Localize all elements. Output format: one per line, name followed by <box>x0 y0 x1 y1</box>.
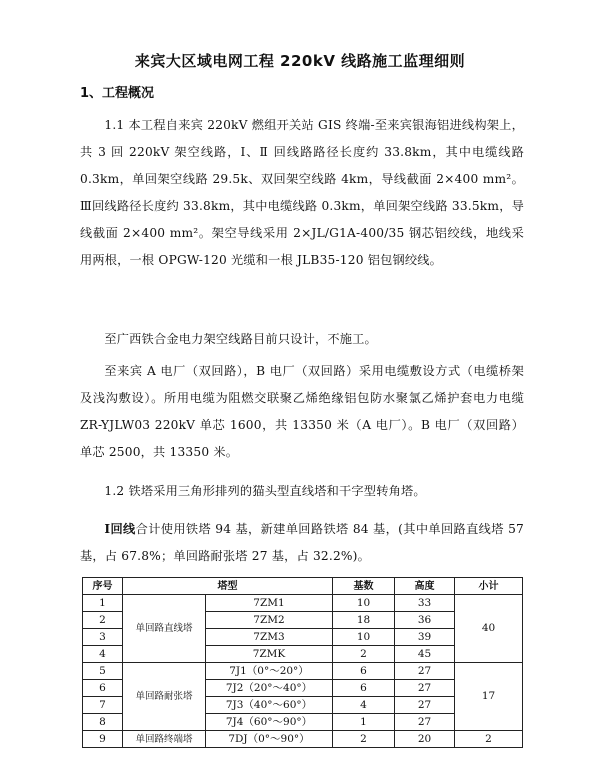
cell-height: 27 <box>395 663 455 680</box>
table-header-row <box>83 578 523 595</box>
cell-no: 4 <box>83 646 123 663</box>
cell-no: 9 <box>83 731 123 748</box>
group-subtotal: 17 <box>455 663 523 731</box>
cell-type: 7ZM3 <box>206 629 333 646</box>
line1-label: Ⅰ回线 <box>104 522 136 536</box>
cell-type: 7DJ（0°～90°） <box>206 731 333 748</box>
cell-count: 1 <box>333 714 395 731</box>
table-row <box>83 595 523 612</box>
cell-type: 7ZM2 <box>206 612 333 629</box>
paragraph-tower-types: 1.2 铁塔采用三角形排列的猫头型直线塔和干字型转角塔。 <box>104 484 426 498</box>
header-count: 基数 <box>333 578 395 595</box>
cell-count: 6 <box>333 663 395 680</box>
header-type: 塔型 <box>123 578 333 595</box>
header-height: 高度 <box>395 578 455 595</box>
cell-no: 6 <box>83 680 123 697</box>
group-name: 单回路直线塔 <box>123 595 206 663</box>
section-heading: 1、工程概况 <box>80 86 155 101</box>
header-no: 序号 <box>83 578 123 595</box>
cell-no: 5 <box>83 663 123 680</box>
cell-type: 7J2（20°～40°） <box>206 680 333 697</box>
paragraph-project-overview: 1.1 本工程自来宾 220kV 燃组开关站 GIS 终端-至来宾银海铝进线构架上，共 3 回 220kV 架空线路，Ⅰ、Ⅱ 回线路路径长度约 33.8km，其中电缆线路 0.3km，单回架空线路 29.5k、双回架空线路 4km，导线截面 2×400 mm²。Ⅲ回线路径长度约 33.8km，其中电缆线路 0.3km，单回架空线路 33.5km，导线截面 2×400 mm²。架空导线采用 2×JL/G1A-400/35 钢芯铝绞线，地线采用两根，一根 OPGW-120 光缆和一根 JLB35-120 铝包钢绞线。 <box>80 118 524 267</box>
cell-type: 7J3（40°～60°） <box>206 697 333 714</box>
cell-count: 4 <box>333 697 395 714</box>
cell-no: 2 <box>83 612 123 629</box>
cell-height: 27 <box>395 697 455 714</box>
document-title: 来宾大区域电网工程 220kV 线路施工监理细则 <box>134 52 466 70</box>
cell-no: 3 <box>83 629 123 646</box>
cell-count: 18 <box>333 612 395 629</box>
group-subtotal: 2 <box>455 731 523 748</box>
cell-no: 8 <box>83 714 123 731</box>
cell-count: 2 <box>333 731 395 748</box>
paragraph-line1-towers <box>80 516 524 570</box>
paragraph-guangxi-line: 至广西铁合金电力架空线路目前只设计，不施工。 <box>104 332 377 346</box>
cell-height: 27 <box>395 714 455 731</box>
cell-type: 7J4（60°～90°） <box>206 714 333 731</box>
paragraph-cable-laying: 至来宾 A 电厂（双回路），B 电厂（双回路）采用电缆敷设方式（电缆桥架及浅沟敷设）。所用电缆为阻燃交联聚乙烯绝缘铝包防水聚氯乙烯护套电力电缆 ZR-YJLW03 220kV 单芯 1600，共 13350 米（A 电厂）。B 电厂（双回路）单芯 2500，共 13350 米。 <box>80 364 524 459</box>
table-row <box>83 663 523 680</box>
cell-count: 2 <box>333 646 395 663</box>
cell-no: 7 <box>83 697 123 714</box>
cell-height: 39 <box>395 629 455 646</box>
group-name: 单回路终端塔 <box>123 731 206 748</box>
cell-height: 33 <box>395 595 455 612</box>
cell-count: 10 <box>333 629 395 646</box>
line1-description: 合计使用铁塔 94 基，新建单回路铁塔 84 基，(其中单回路直线塔 57 基，占 67.8%；单回路耐张塔 27 基，占 32.2%)。 <box>80 522 524 563</box>
group-subtotal: 40 <box>455 595 523 663</box>
cell-count: 10 <box>333 595 395 612</box>
header-subtotal: 小计 <box>455 578 523 595</box>
tower-table <box>82 577 523 748</box>
cell-type: 7ZMK <box>206 646 333 663</box>
cell-type: 7J1（0°～20°） <box>206 663 333 680</box>
cell-height: 36 <box>395 612 455 629</box>
group-name: 单回路耐张塔 <box>123 663 206 731</box>
table-row <box>83 731 523 748</box>
cell-type: 7ZM1 <box>206 595 333 612</box>
cell-height: 27 <box>395 680 455 697</box>
cell-no: 1 <box>83 595 123 612</box>
cell-height: 20 <box>395 731 455 748</box>
cell-count: 6 <box>333 680 395 697</box>
cell-height: 45 <box>395 646 455 663</box>
